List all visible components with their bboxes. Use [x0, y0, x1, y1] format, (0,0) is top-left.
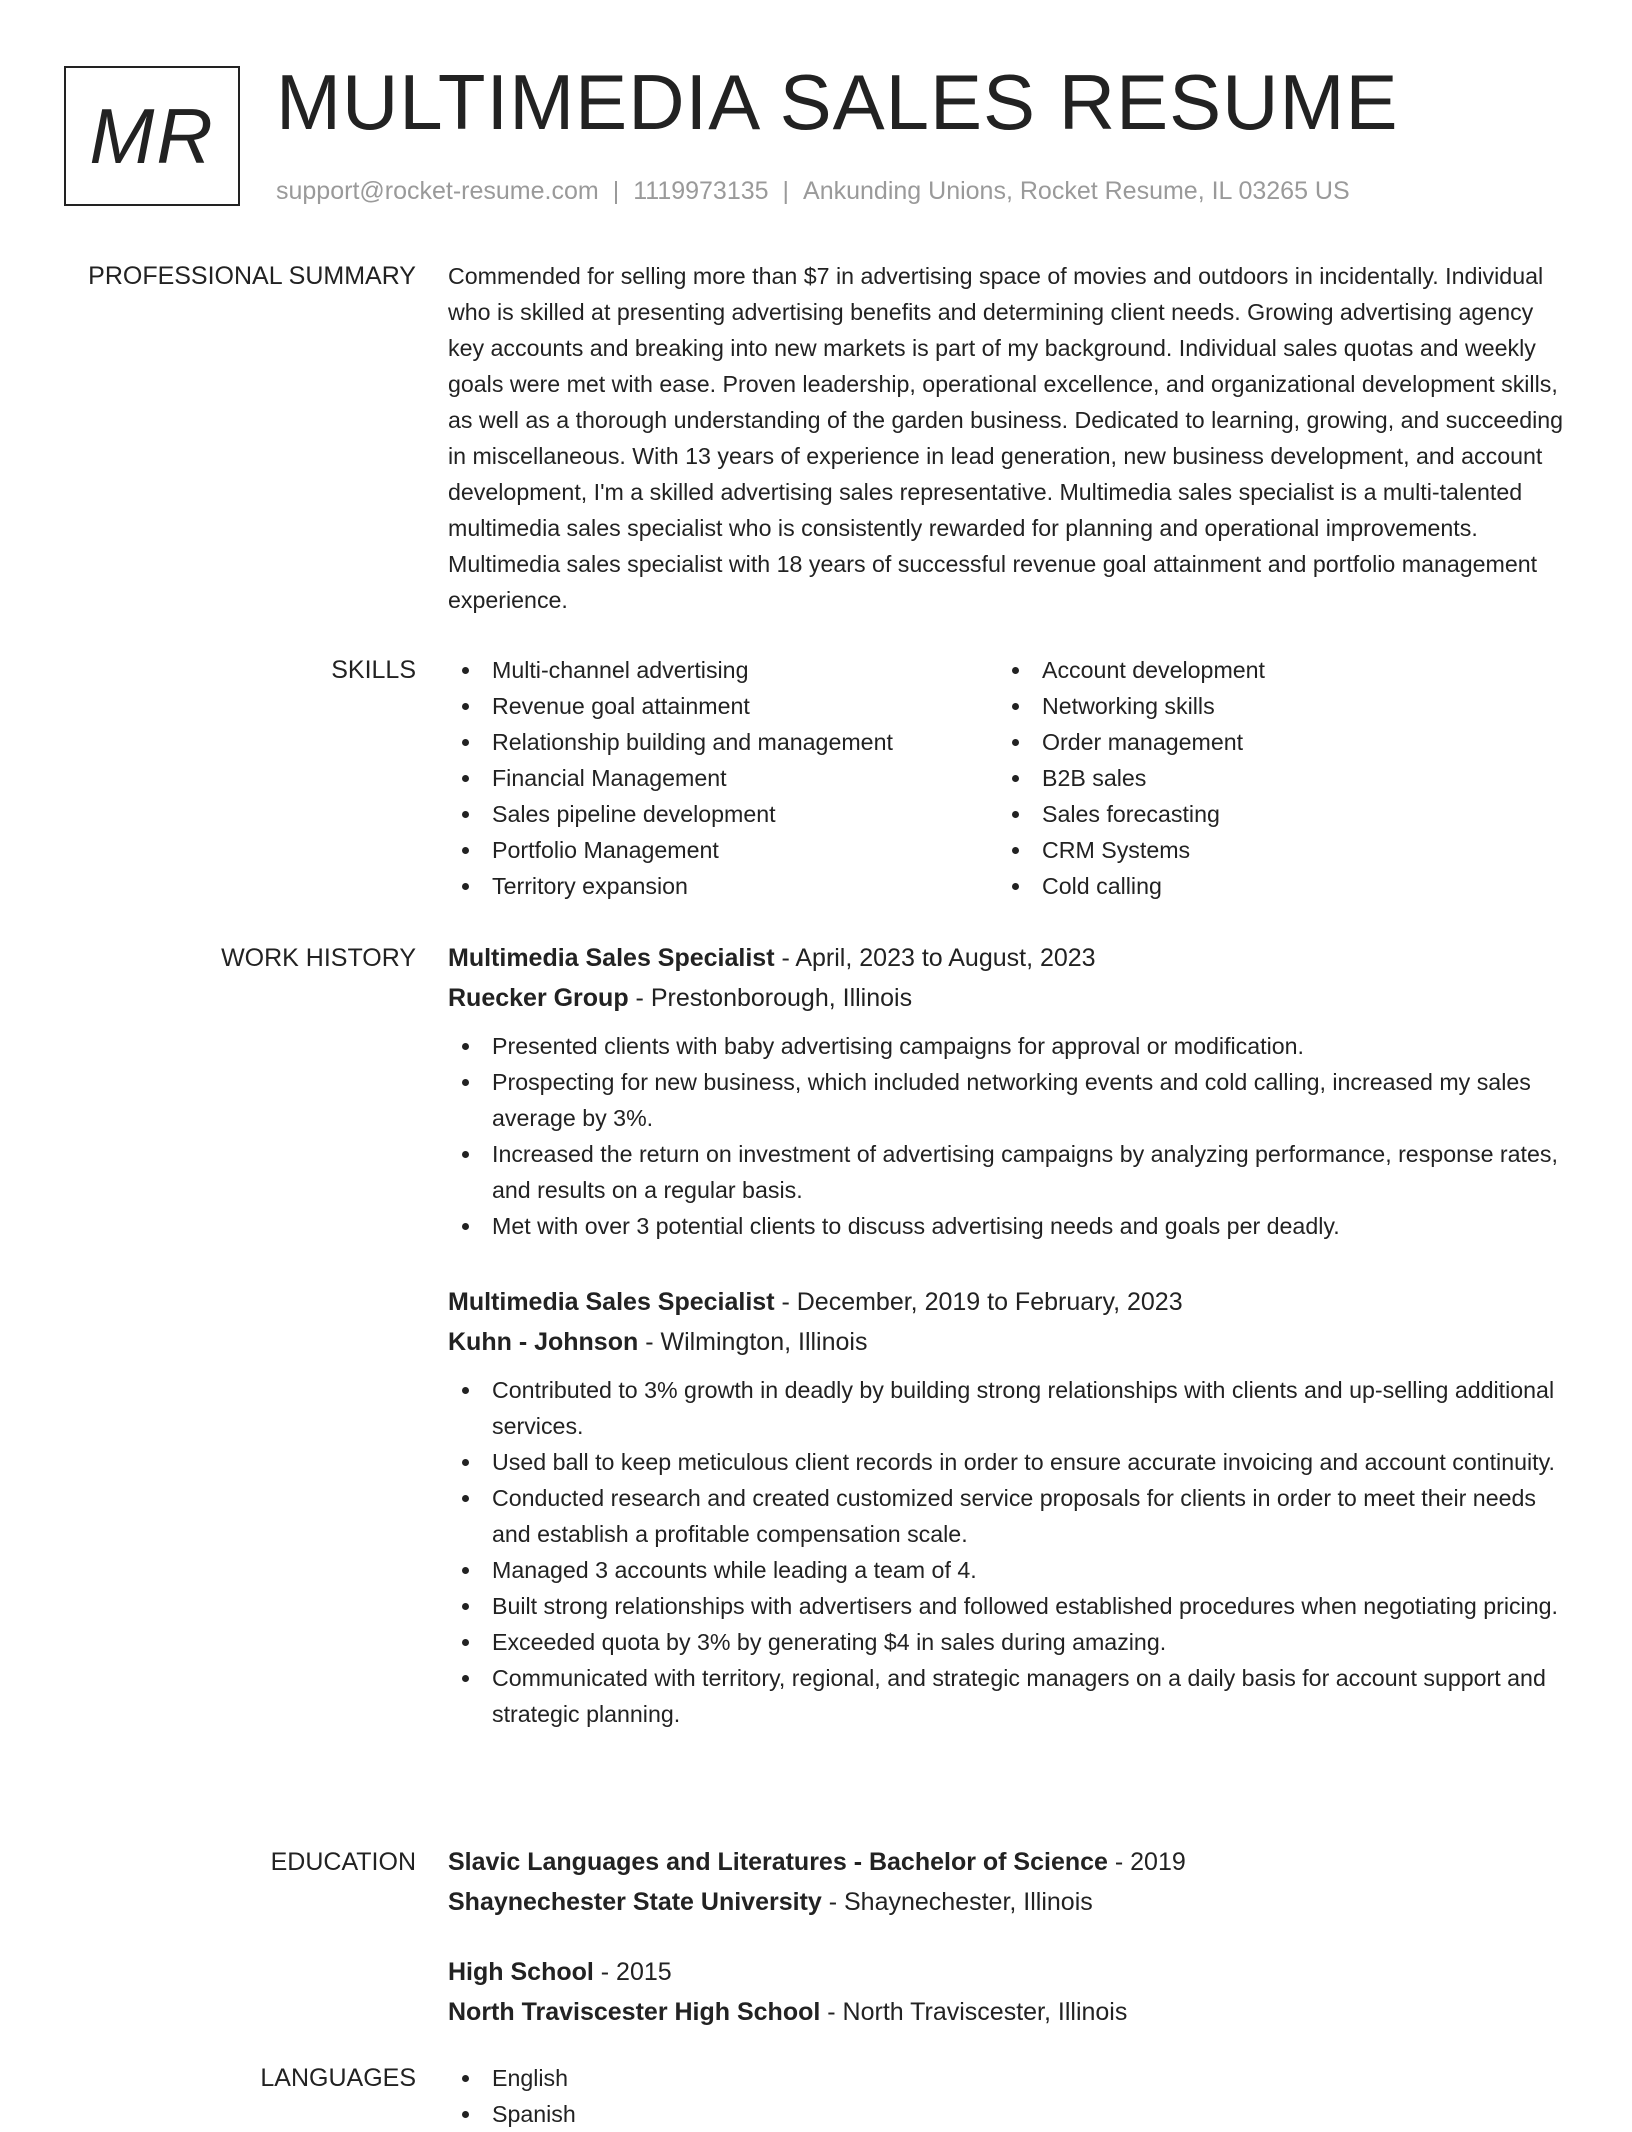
job-bullet: Used ball to keep meticulous client records in order to ensure accurate invoicing and account continuity. [448, 1444, 1568, 1480]
education-degree: High School [448, 1958, 594, 1986]
education-school-line [448, 1992, 1568, 2032]
contact-email: support@rocket-resume.com [276, 177, 599, 205]
skills-label: SKILLS [331, 656, 416, 684]
education-location: - Shaynechester, Illinois [821, 1888, 1093, 1916]
summary-label: PROFESSIONAL SUMMARY [88, 262, 416, 290]
job-dates: - December, 2019 to February, 2023 [774, 1288, 1183, 1316]
skill-item: Relationship building and management [448, 724, 968, 760]
job-title-line [448, 938, 1568, 978]
job-entry [448, 938, 1568, 1244]
job-bullet: Increased the return on investment of advertising campaigns by analyzing performance, response rates, and results on a regular basis. [448, 1136, 1568, 1208]
skills-list-right [998, 652, 1518, 904]
job-bullet: Communicated with territory, regional, and strategic managers on a daily basis for account support and strategic planning. [448, 1660, 1568, 1732]
job-bullet: Contributed to 3% growth in deadly by building strong relationships with clients and up-selling additional services. [448, 1372, 1568, 1444]
job-company: Ruecker Group [448, 984, 629, 1012]
education-location: - North Traviscester, Illinois [820, 1998, 1128, 2026]
skill-item: CRM Systems [998, 832, 1518, 868]
job-bullet: Exceeded quota by 3% by generating $4 in sales during amazing. [448, 1624, 1568, 1660]
skill-item: Financial Management [448, 760, 968, 796]
education-label: EDUCATION [270, 1848, 416, 1876]
language-item: English [448, 2060, 1568, 2096]
contact-phone: 1119973135 [633, 177, 769, 205]
skill-item: Account development [998, 652, 1518, 688]
job-bullet: Presented clients with baby advertising campaigns for approval or modification. [448, 1028, 1568, 1064]
skills-list-left [448, 652, 968, 904]
job-bullet: Managed 3 accounts while leading a team of 4. [448, 1552, 1568, 1588]
summary-text: Commended for selling more than $7 in advertising space of movies and outdoors in incidentally. Individual who is skilled at presenting advertising benefits and determining client needs. Growing advertising agency key accounts and breaking into new markets is part of my background. Individual sales quotas and weekly goals were met with ease. Proven leadership, operational excellence, and organizational development skills, as well as a thorough understanding of the garden business. Dedicated to learning, growing, and succeeding in miscellaneous. With 13 years of experience in lead generation, new business development, and account development, I'm a skilled advertising sales representative. Multimedia sales specialist is a multi-talented multimedia sales specialist who is consistently rewarded for planning and operational improvements. Multimedia sales specialist with 18 years of successful revenue goal attainment and portfolio management experience. [448, 263, 1564, 613]
job-bullet: Prospecting for new business, which included networking events and cold calling, increased my sales average by 3%. [448, 1064, 1568, 1136]
page-title: MULTIMEDIA SALES RESUME [276, 58, 1399, 146]
job-dates: - April, 2023 to August, 2023 [774, 944, 1096, 972]
languages-list [448, 2060, 1568, 2132]
job-bullets [448, 1372, 1568, 1732]
skill-item: Revenue goal attainment [448, 688, 968, 724]
education-degree-line [448, 1842, 1568, 1882]
job-bullet: Met with over 3 potential clients to discuss advertising needs and goals per deadly. [448, 1208, 1568, 1244]
contact-separator: | [782, 177, 790, 205]
job-company: Kuhn - Johnson [448, 1328, 639, 1356]
job-bullets [448, 1028, 1568, 1244]
education-entry [448, 1842, 1568, 1922]
job-entry [448, 1282, 1568, 1732]
language-item: Spanish [448, 2096, 1568, 2132]
skill-item: Multi-channel advertising [448, 652, 968, 688]
skill-item: Portfolio Management [448, 832, 968, 868]
job-bullet: Built strong relationships with advertisers and followed established procedures when negotiating pricing. [448, 1588, 1568, 1624]
contact-separator: | [612, 177, 620, 205]
skill-item: Sales pipeline development [448, 796, 968, 832]
education-year: - 2019 [1107, 1848, 1186, 1876]
contact-address: Ankunding Unions, Rocket Resume, IL 03265 US [803, 177, 1350, 205]
job-title: Multimedia Sales Specialist [448, 944, 775, 972]
education-entry [448, 1952, 1568, 2032]
job-title-line [448, 1282, 1568, 1322]
work-history-label: WORK HISTORY [221, 944, 416, 972]
job-location: - Prestonborough, Illinois [628, 984, 913, 1012]
skill-item: B2B sales [998, 760, 1518, 796]
job-bullet: Conducted research and created customized service proposals for clients in order to meet their needs and establish a profitable compensation scale. [448, 1480, 1568, 1552]
education-school: Shaynechester State University [448, 1888, 822, 1916]
skill-item: Territory expansion [448, 868, 968, 904]
monogram-logo [64, 66, 240, 206]
job-title: Multimedia Sales Specialist [448, 1288, 775, 1316]
job-company-line [448, 1322, 1568, 1362]
initials: MR [89, 91, 215, 180]
education-degree-line [448, 1952, 1568, 1992]
education-school: North Traviscester High School [448, 1998, 821, 2026]
job-company-line [448, 978, 1568, 1018]
contact-line [276, 174, 1350, 208]
job-location: - Wilmington, Illinois [638, 1328, 868, 1356]
languages-label: LANGUAGES [260, 2064, 416, 2092]
education-year: - 2015 [593, 1958, 672, 1986]
education-school-line [448, 1882, 1568, 1922]
skill-item: Sales forecasting [998, 796, 1518, 832]
skill-item: Order management [998, 724, 1518, 760]
skill-item: Cold calling [998, 868, 1518, 904]
skill-item: Networking skills [998, 688, 1518, 724]
education-degree: Slavic Languages and Literatures - Bachelor of Science [448, 1848, 1108, 1876]
